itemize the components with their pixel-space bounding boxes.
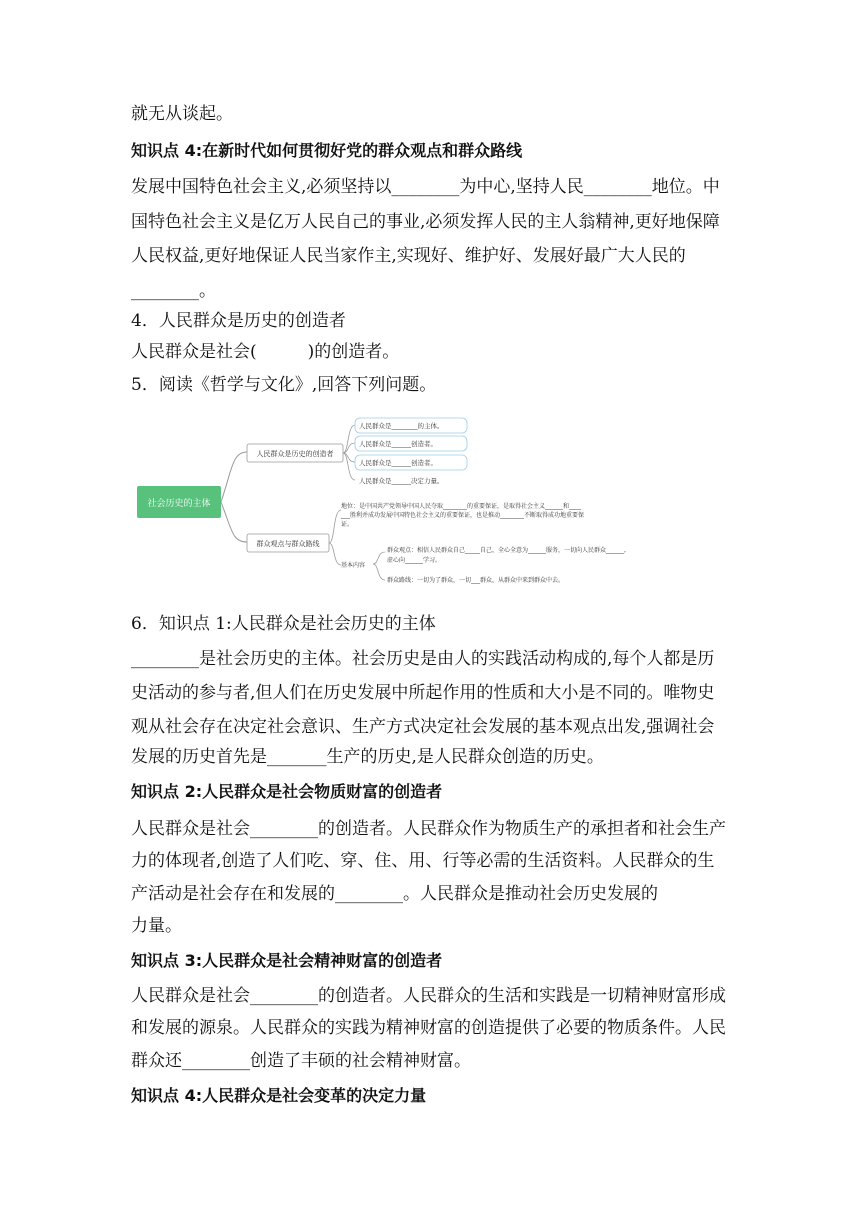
paragraph-line: 国特色社会主义是亿万人民自己的事业,必须发挥人民的主人翁精神,更好地保障 (131, 212, 720, 232)
heading-knowledge-4b: 知识点 4:人民群众是社会变革的决定力量 (131, 1086, 427, 1105)
mm-view-line: 群众观点：相信人民群众自己_____自己，全心全意为______服务，一切向人民群众______, (387, 547, 626, 554)
mm-b1-item: 人民群众是______创造者。 (359, 459, 437, 467)
question-5-title: 5．阅读《哲学与文化》,回答下列问题。 (131, 375, 437, 395)
svg-text:人民群众是历史的创造者: 人民群众是历史的创造者 (256, 450, 334, 458)
mm-view-line: 虚心向______学习。 (387, 557, 442, 564)
heading-knowledge-3: 知识点 3:人民群众是社会精神财富的创造者 (131, 951, 443, 970)
question-4-title: 4．人民群众是历史的创造者 (131, 311, 346, 331)
paragraph-line: 人民权益,更好地保证人民当家作主,实现好、维护好、发展好最广大人民的 (131, 246, 686, 266)
question-4-text: 人民群众是社会( )的创造者。 (131, 342, 400, 362)
paragraph-line: 发展中国特色社会主义,必须坚持以________为中心,坚持人民________地位。中 (131, 177, 720, 197)
paragraph-line: 产活动是社会存在和发展的________。人民群众是推动社会历史发展的 (131, 884, 658, 904)
mm-status-line: 地位：是中国共产党领导中国人民夺取________的重要保证，是取得社会主义______和____ (341, 503, 582, 510)
mm-basic-content: 基本内容 (341, 562, 366, 569)
mind-map (137, 410, 727, 590)
mm-root-text: 社会历史的主体 (147, 499, 211, 509)
paragraph-line: 发展的历史首先是_______生产的历史,是人民群众创造的历史。 (131, 747, 604, 767)
paragraph-line: 群众还________创造了丰硕的社会精神财富。 (131, 1051, 471, 1071)
svg-text:群众观点与群众路线: 群众观点与群众路线 (256, 540, 320, 548)
paragraph-line: ________。 (131, 281, 216, 301)
paragraph-line: ________是社会历史的主体。社会历史是由人的实践活动构成的,每个人都是历 (131, 649, 715, 669)
line-1: 就无从谈起。 (131, 104, 233, 124)
paragraph-line: 人民群众是社会________的创造者。人民群众的生活和实践是一切精神财富形成 (131, 986, 726, 1006)
paragraph-line: 力量。 (131, 916, 182, 936)
paragraph-line: 史活动的参与者,但人们在历史发展中所起作用的性质和大小是不同的。唯物史 (131, 683, 715, 703)
mm-b1-item: 人民群众是______决定力量。 (359, 477, 444, 485)
heading-knowledge-2: 知识点 2:人民群众是社会物质财富的创造者 (131, 782, 443, 801)
mm-status-line: ___胜利并成功发展中国特色社会主义的重要保证，也是推动________不断取得成功地重要保 (341, 512, 585, 519)
paragraph-line: 观从社会存在决定社会意识、生产方式决定社会发展的基本观点出发,强调社会 (131, 717, 715, 737)
mm-b1-item: 人民群众是______创造者。 (359, 440, 437, 448)
heading-knowledge-4: 知识点 4:在新时代如何贯彻好党的群众观点和群众路线 (131, 141, 523, 160)
question-6-title: 6．知识点 1:人民群众是社会历史的主体 (131, 614, 436, 634)
mm-b1-item: 人民群众是________的主体。 (359, 422, 444, 430)
paragraph-line: 力的体现者,创造了人们吃、穿、住、用、行等必需的生活资料。人民群众的生 (131, 851, 715, 871)
mm-status-line: 证。 (341, 521, 354, 528)
paragraph-line: 和发展的源泉。人民群众的实践为精神财富的创造提供了必要的物质条件。人民 (131, 1018, 726, 1038)
mm-line-item: 群众路线：一切为了群众，一切___群众，从群众中来到群众中去。 (387, 577, 565, 584)
paragraph-line: 人民群众是社会________的创造者。人民群众作为物质生产的承担者和社会生产 (131, 819, 726, 839)
